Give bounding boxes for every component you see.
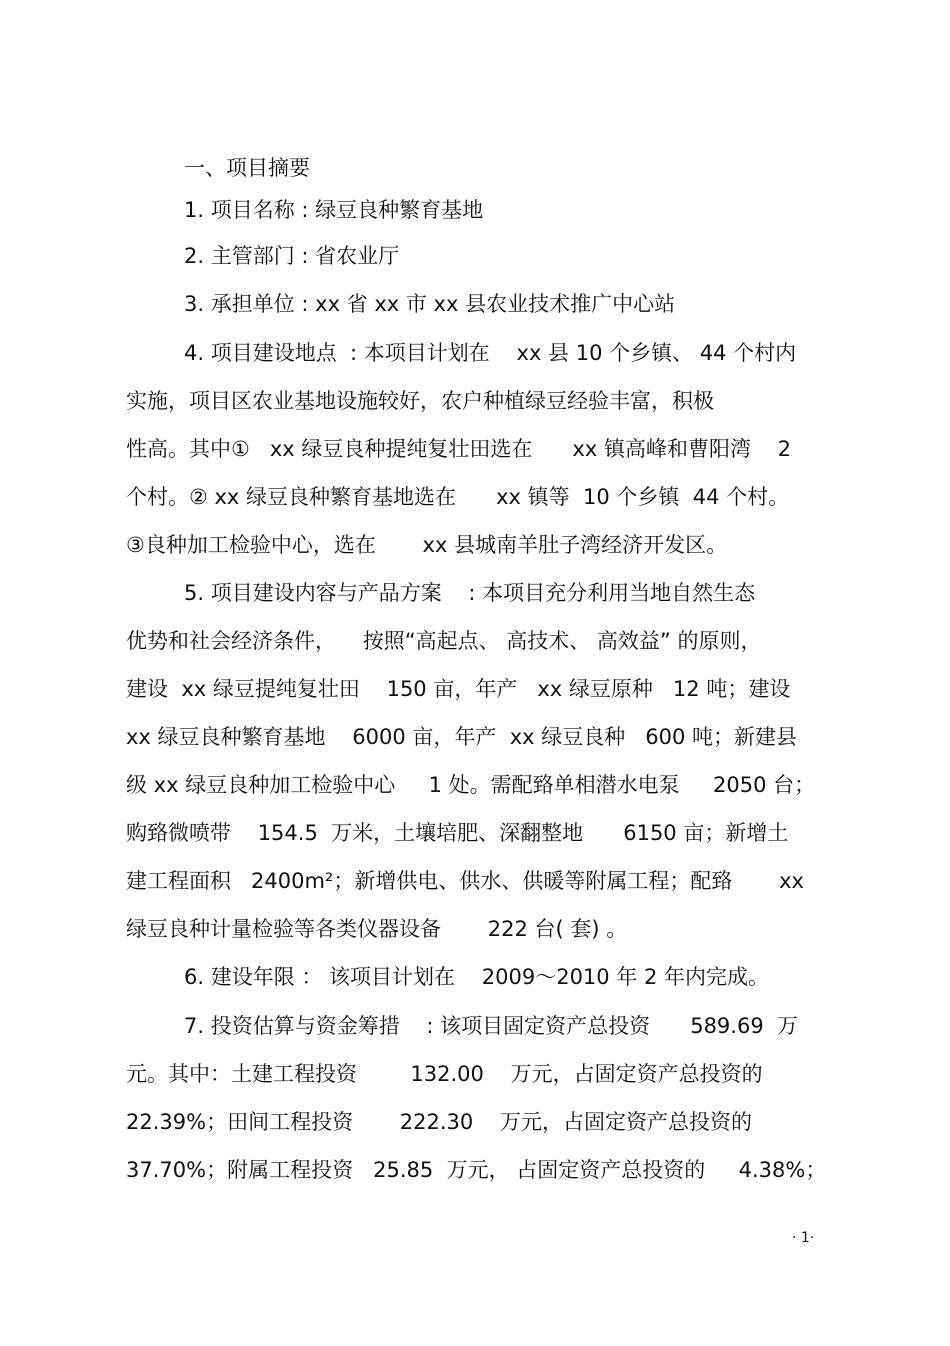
- paragraph-line: 购臵微喷带 154.5 万米，土壤培肥、深翻整地 6150 亩；新增土: [126, 821, 789, 845]
- paragraph-line: ③良种加工检验中心，选在 xx 县城南羊肚子湾经济开发区。: [126, 533, 728, 557]
- paragraph-line: xx 绿豆良种繁育基地 6000 亩，年产 xx 绿豆良种 600 吨；新建县: [126, 725, 798, 749]
- paragraph-line: 建工程面积 2400m²；新增供电、供水、供暖等附属工程；配臵 xx: [126, 869, 804, 893]
- section-heading: 一、项目摘要: [184, 156, 310, 180]
- paragraph-line: 元。其中：土建工程投资 132.00 万元，占固定资产总投资的: [126, 1062, 763, 1086]
- paragraph-line: 建设 xx 绿豆提纯复壮田 150 亩，年产 xx 绿豆原种 12 吨；建设: [126, 677, 791, 701]
- paragraph-line: 5. 项目建设内容与产品方案 : 本项目充分利用当地自然生态: [184, 581, 756, 605]
- paragraph-line: 3. 承担单位 : xx 省 xx 市 xx 县农业技术推广中心站: [184, 292, 676, 316]
- paragraph-line: 绿豆良种计量检验等各类仪器设备 222 台( 套) 。: [126, 917, 628, 941]
- paragraph-line: 22.39%；田间工程投资 222.30 万元，占固定资产总投资的: [126, 1110, 752, 1134]
- paragraph-line: 7. 投资估算与资金筹措 : 该项目固定资产总投资 589.69 万: [184, 1014, 799, 1038]
- page-number: · 1·: [792, 1230, 815, 1246]
- paragraph-line: 性高。其中① xx 绿豆良种提纯复壮田选在 xx 镇高峰和曹阳湾 2: [126, 437, 792, 461]
- paragraph-line: 37.70%；附属工程投资 25.85 万元， 占固定资产总投资的 4.38%；: [126, 1158, 827, 1182]
- paragraph-line: 实施，项目区农业基地设施较好，农户种植绿豆经验丰富，积极: [126, 389, 714, 413]
- paragraph-line: 优势和社会经济条件， 按照“高起点、 高技术、 高效益” 的原则，: [126, 629, 762, 653]
- paragraph-line: 6. 建设年限 ： 该项目计划在 2009～2010 年 2 年内完成。: [184, 965, 770, 989]
- paragraph-line: 个村。② xx 绿豆良种繁育基地选在 xx 镇等 10 个乡镇 44 个村。: [126, 485, 790, 509]
- paragraph-line: 1. 项目名称 : 绿豆良种繁育基地: [184, 198, 484, 222]
- paragraph-line: 4. 项目建设地点 : 本项目计划在 xx 县 10 个乡镇、 44 个村内: [184, 341, 797, 365]
- paragraph-line: 2. 主管部门 : 省农业厅: [184, 244, 400, 268]
- paragraph-line: 级 xx 绿豆良种加工检验中心 1 处。需配臵单相潜水电泵 2050 台；: [126, 773, 816, 797]
